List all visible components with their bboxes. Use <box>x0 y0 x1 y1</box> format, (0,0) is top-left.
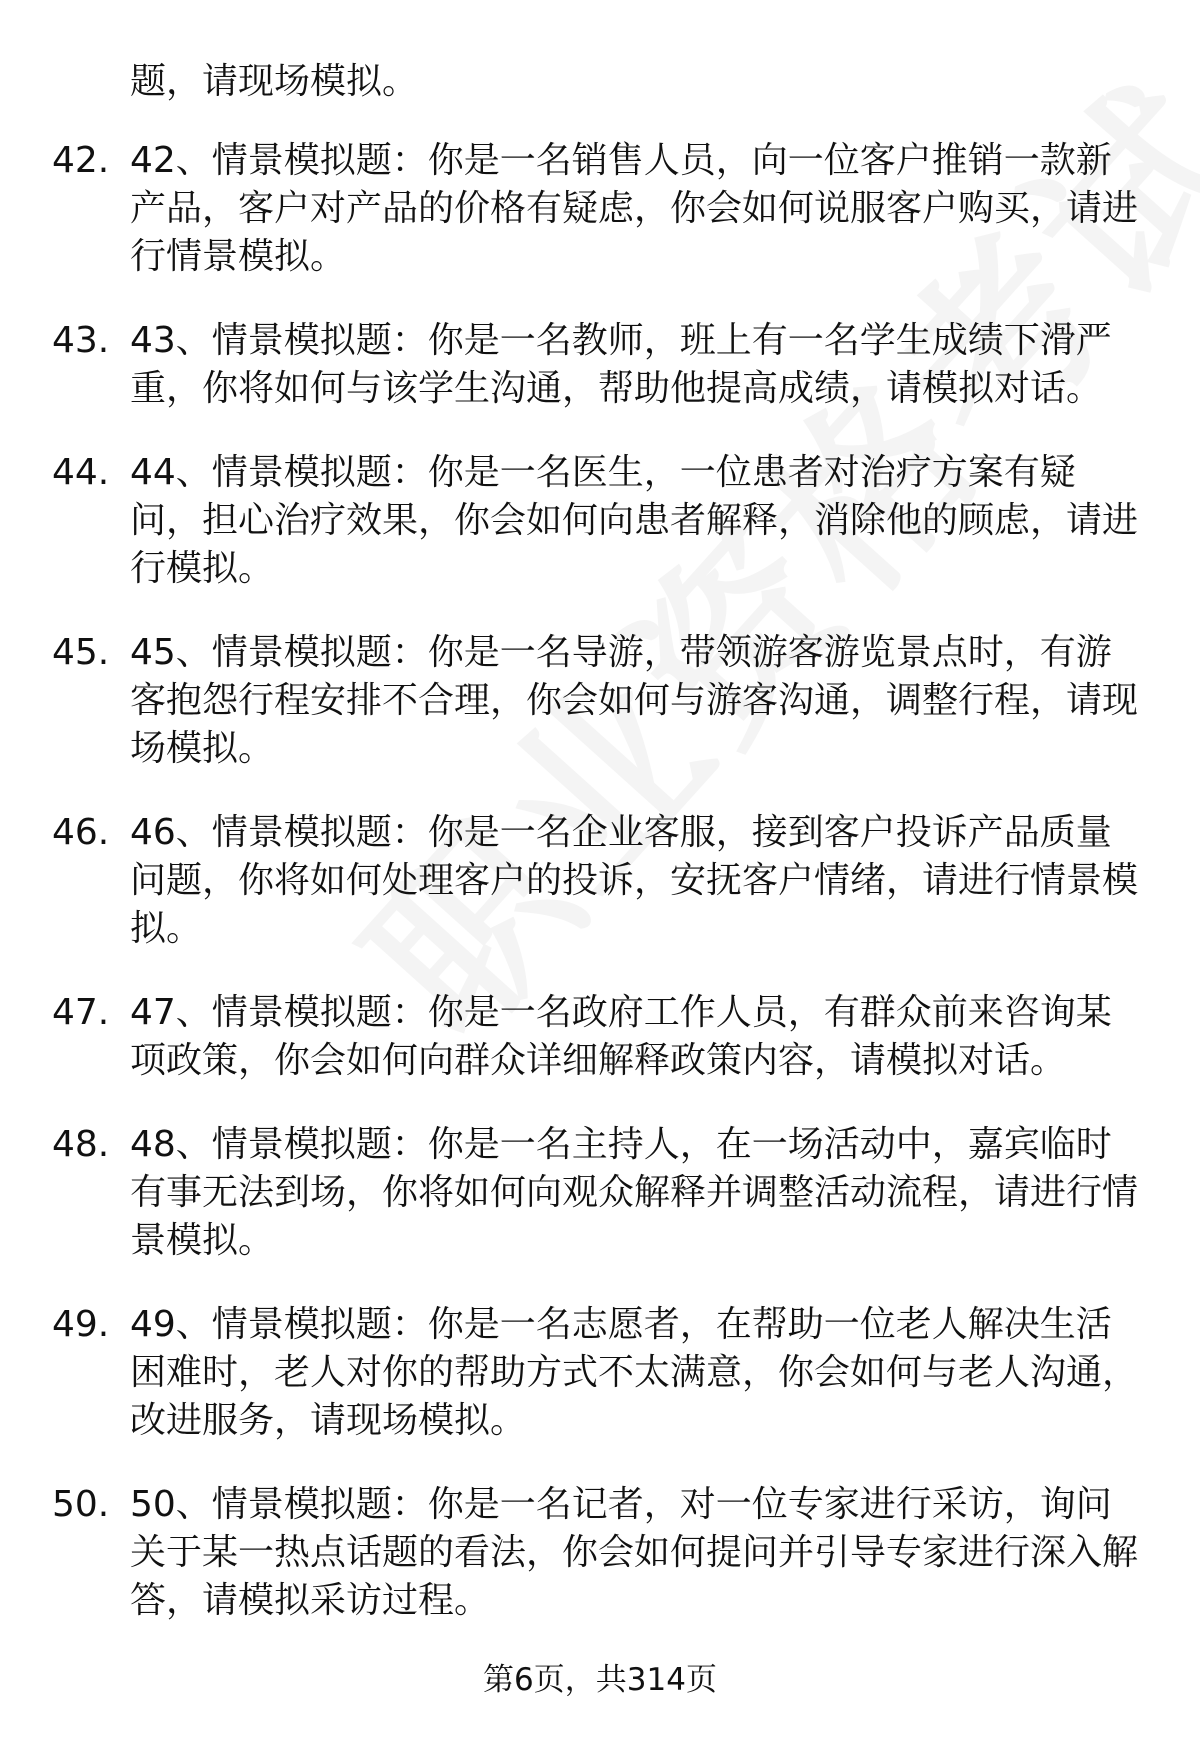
item-number: 43. <box>52 320 110 361</box>
item-number: 47. <box>52 992 110 1033</box>
item-text: 47、情景模拟题：你是一名政府工作人员，有群众前来咨询某项政策，你会如何向群众详细解释政策内容，请模拟对话。 <box>130 992 1112 1081</box>
continuation-text: 题，请现场模拟。 <box>130 61 419 102</box>
list-item <box>0 317 1200 413</box>
item-number: 44. <box>52 452 110 493</box>
list-item <box>0 809 1200 953</box>
item-number: 46. <box>52 812 110 853</box>
page-footer: 第6页，共314页 <box>483 1662 717 1698</box>
item-text: 49、情景模拟题：你是一名志愿者，在帮助一位老人解决生活困难时，老人对你的帮助方式不太满意，你会如何与老人沟通，改进服务，请现场模拟。 <box>130 1304 1139 1441</box>
list-item <box>0 1301 1200 1445</box>
item-number: 48. <box>52 1124 110 1165</box>
question-list <box>0 137 1200 1661</box>
list-item <box>0 1121 1200 1265</box>
item-text: 42、情景模拟题：你是一名销售人员，向一位客户推销一款新产品，客户对产品的价格有疑虑，你会如何说服客户购买，请进行情景模拟。 <box>130 140 1139 277</box>
item-text: 43、情景模拟题：你是一名教师，班上有一名学生成绩下滑严重，你将如何与该学生沟通，帮助他提高成绩，请模拟对话。 <box>130 320 1112 409</box>
item-number: 49. <box>52 1304 110 1345</box>
item-number: 42. <box>52 140 110 181</box>
list-item <box>0 989 1200 1085</box>
item-text: 48、情景模拟题：你是一名主持人，在一场活动中，嘉宾临时有事无法到场，你将如何向观众解释并调整活动流程，请进行情景模拟。 <box>130 1124 1139 1261</box>
list-item <box>0 629 1200 773</box>
item-text: 50、情景模拟题：你是一名记者，对一位专家进行采访，询问关于某一热点话题的看法，你会如何提问并引导专家进行深入解答，请模拟采访过程。 <box>130 1484 1139 1621</box>
item-number: 50. <box>52 1484 110 1525</box>
list-item <box>0 1481 1200 1625</box>
item-text: 45、情景模拟题：你是一名导游，带领游客游览景点时，有游客抱怨行程安排不合理，你会如何与游客沟通，调整行程，请现场模拟。 <box>130 632 1139 769</box>
item-text: 44、情景模拟题：你是一名医生，一位患者对治疗方案有疑问，担心治疗效果，你会如何向患者解释，消除他的顾虑，请进行模拟。 <box>130 452 1139 589</box>
item-number: 45. <box>52 632 110 673</box>
list-item <box>0 449 1200 593</box>
item-text: 46、情景模拟题：你是一名企业客服，接到客户投诉产品质量问题，你将如何处理客户的投诉，安抚客户情绪，请进行情景模拟。 <box>130 812 1139 949</box>
list-item <box>0 137 1200 281</box>
